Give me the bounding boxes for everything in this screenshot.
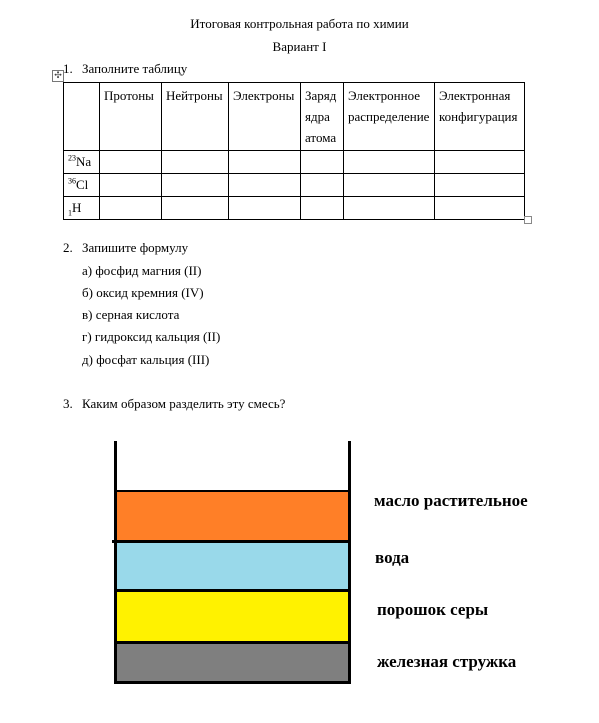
- layer-boundary: [117, 490, 348, 492]
- header-electrons: Электроны: [229, 83, 301, 151]
- task1-heading: [63, 61, 187, 77]
- task3-text: Каким образом разделить эту смесь?: [82, 396, 286, 411]
- table-row: [64, 174, 525, 197]
- mass-number: 1: [68, 208, 72, 218]
- layer-water: [117, 543, 348, 589]
- table-move-handle-icon[interactable]: ✣: [52, 70, 64, 82]
- element-cell: [64, 174, 100, 197]
- table-cell[interactable]: [435, 197, 525, 220]
- layer-boundary: [112, 540, 351, 543]
- label-water: вода: [375, 548, 410, 567]
- label-oil: масло растительное: [374, 491, 528, 510]
- table-cell[interactable]: [162, 174, 229, 197]
- variant-label: Вариант I: [272, 39, 327, 54]
- task2-number: 2.: [63, 240, 73, 255]
- element-symbol: Cl: [76, 177, 89, 192]
- table-cell[interactable]: [229, 197, 301, 220]
- header-electron-distribution: Электронное распределение: [344, 83, 435, 151]
- label-sulfur: порошок серы: [377, 600, 489, 619]
- table-cell[interactable]: [229, 151, 301, 174]
- table-cell[interactable]: [344, 197, 435, 220]
- list-item: д) фосфат кальция (III): [82, 352, 210, 367]
- layer-oil: [117, 492, 348, 540]
- table-cell[interactable]: [162, 151, 229, 174]
- table-header-row: [64, 83, 525, 151]
- mass-number: 23: [68, 153, 76, 163]
- table-row: [64, 197, 525, 220]
- vessel-left-wall: [114, 441, 117, 684]
- header-nuclear-charge: Заряд ядра атома: [301, 83, 344, 151]
- table-cell[interactable]: [301, 174, 344, 197]
- table-row: [64, 151, 525, 174]
- table-cell[interactable]: [100, 174, 162, 197]
- vessel-right-wall: [348, 441, 351, 684]
- table-cell[interactable]: [100, 197, 162, 220]
- table-cell[interactable]: [301, 151, 344, 174]
- layer-boundary: [117, 641, 348, 644]
- list-item: в) серная кислота: [82, 307, 180, 322]
- layer-boundary: [117, 589, 348, 592]
- layer-sulfur: [117, 592, 348, 641]
- list-item: б) оксид кремния (IV): [82, 285, 204, 300]
- element-table: [63, 82, 525, 220]
- table-cell[interactable]: [435, 174, 525, 197]
- task3-heading: [63, 396, 285, 412]
- table-cell[interactable]: [229, 174, 301, 197]
- mass-number: 36: [68, 176, 76, 186]
- label-iron: железная стружка: [377, 652, 517, 671]
- header-protons: Протоны: [100, 83, 162, 151]
- task2-text: Запишите формулу: [82, 240, 189, 255]
- table-cell[interactable]: [301, 197, 344, 220]
- header-electron-configuration: Электронная конфигурация: [435, 83, 525, 151]
- vessel-bottom: [114, 681, 351, 684]
- table-cell[interactable]: [435, 151, 525, 174]
- element-cell: [64, 151, 100, 174]
- page-title: Итоговая контрольная работа по химии: [190, 16, 409, 31]
- list-item: г) гидроксид кальция (II): [82, 329, 221, 344]
- table-cell[interactable]: [344, 174, 435, 197]
- header-empty: [64, 83, 100, 151]
- task1-text: Заполните таблицу: [82, 61, 188, 76]
- header-neutrons: Нейтроны: [162, 83, 229, 151]
- element-symbol: Na: [76, 154, 92, 169]
- list-item: а) фосфид магния (II): [82, 263, 202, 278]
- layer-iron: [117, 644, 348, 681]
- element-cell: [64, 197, 100, 220]
- table-cell[interactable]: [344, 151, 435, 174]
- task1-number: 1.: [63, 61, 73, 76]
- task3-number: 3.: [63, 396, 73, 411]
- table-cell[interactable]: [100, 151, 162, 174]
- task2-heading: [63, 240, 188, 256]
- table-cell[interactable]: [162, 197, 229, 220]
- element-symbol: H: [72, 200, 82, 215]
- table-resize-handle-icon[interactable]: [524, 216, 532, 224]
